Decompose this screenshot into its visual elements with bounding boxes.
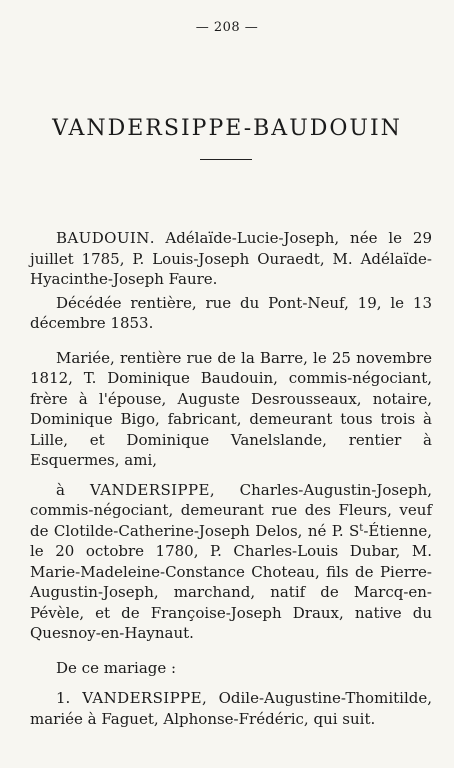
page-number: — 208 — (195, 20, 259, 35)
groom-superscript: t (359, 522, 364, 534)
page-body (30, 228, 432, 729)
child-number: 1. (56, 689, 71, 707)
paragraph-groom (30, 480, 432, 644)
title-divider (200, 159, 252, 160)
groom-prefix: à (56, 480, 65, 499)
bride-surname: BAUDOUIN (56, 229, 150, 247)
groom-text-b: -Étienne, le 20 octobre 1780, P. Charles-Louis Dubar, M. Marie-Madeleine-Constance Choteau, fils de Pierre-Augustin-Joseph, marchand, natif de Marcq-en-Pévèle, et de Françoise-Joseph Draux, native du Quesnoy-en-Haynaut. (30, 521, 432, 642)
child-text: , Odile-Augustine-Thomitilde, mariée à Faguet, Alphonse-Frédéric, qui suit. (30, 689, 432, 728)
groom-surname: VANDERSIPPE (90, 480, 210, 499)
child-entry-1 (30, 688, 432, 729)
page-title: VANDERSIPPE-BAUDOUIN (52, 116, 402, 141)
paragraph-bride-death: Décédée rentière, rue du Pont-Neuf, 19, le 13 décembre 1853. (30, 293, 432, 332)
bride-birth-text: . Adélaïde-Lucie-Joseph, née le 29 juillet 1785, P. Louis-Joseph Ouraedt, M. Adélaïde-Hyacinthe-Joseph Faure. (30, 229, 432, 288)
paragraph-bride-birth (30, 228, 432, 290)
children-heading: De ce mariage : (56, 658, 177, 677)
child-surname: VANDERSIPPE (82, 689, 202, 707)
paragraph-marriage: Mariée, rentière rue de la Barre, le 25 novembre 1812, T. Dominique Baudouin, commis-négociant, frère à l'épouse, Auguste Desrousseaux, notaire, Dominique Bigo, fabricant, demeurant tous trois à Lille, et Dominique Vanelslande, rentier à Esquermes, ami, (30, 348, 432, 469)
groom-text-a: , Charles-Augustin-Joseph, commis-négociant, demeurant rue des Fleurs, veuf de Clotilde-Catherine-Joseph Delos, né P. S (30, 480, 432, 540)
